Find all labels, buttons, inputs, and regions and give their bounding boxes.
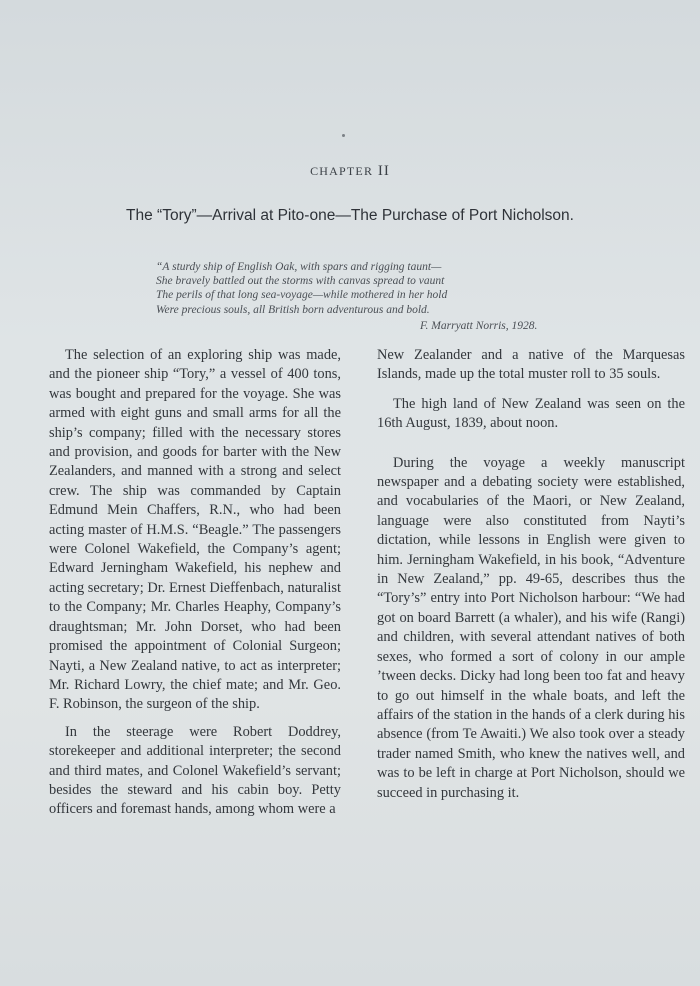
verse-line: Were precious souls, all British born adventurous and bold. xyxy=(156,303,430,316)
left-column xyxy=(49,346,341,820)
epigraph-attribution: F. Marryatt Norris, 1928. xyxy=(420,320,538,332)
verse-line: “A sturdy ship of English Oak, with spars and rigging taunt— xyxy=(156,261,442,273)
paragraph: New Zealander and a native of the Marquesas Islands, made up the total muster roll to 35 souls. xyxy=(377,347,685,383)
right-column xyxy=(377,346,685,803)
chapter-word: CHAPTER xyxy=(310,164,374,178)
paragraph: In the steerage were Robert Doddrey, storekeeper and additional interpreter; the second and third mates, and Colonel Wakefield’s servant; besides the steward and his cabin boy. Petty officers and foremast hands, among whom were a xyxy=(49,723,341,818)
paragraph: The high land of New Zealand was seen on the 16th August, 1839, about noon. xyxy=(377,395,685,432)
paper-speck xyxy=(342,134,345,137)
paragraph: During the voyage a weekly manuscript newspaper and a debating society were established, and vocabularies of the Maori, or New Zealand, language were also constituted from Nayti’s dictation, while lessons in English were given to him. Jerningham Wakefield, in his book, “Adventure in New Zealand,” pp. 49-65, describes thus the “Tory’s” entry into Port Nicholson harbour: “We had got on board Barrett (a whaler), and his wife (Rangi) and children, with several attendant natives of both sexes, who formed a sort of colony in our ample ’tween decks. Dicky had long been too fat and heavy to go out himself in the whale boats, and left the affairs of the station in the hands of a clerk during his absence (from Te Awaiti.) We also took over a steady trader named Smith, who knew the natives well, and was to be left in charge at Port Nicholson, should we succeed in purchasing it. xyxy=(377,454,685,801)
epigraph-verse xyxy=(156,260,576,317)
chapter-numeral: II xyxy=(377,163,390,179)
paragraph: The selection of an exploring ship was made, and the pioneer ship “Tory,” a vessel of 400 tons, was bought and prepared for the voyage. She was armed with eight guns and small arms for all the ship’s company; filled with the necessary stores and provision, and goods for barter with the New Zealanders, and manned with a strong and select crew. The ship was commanded by Captain Edmund Mein Chaffers, R.N., who had been acting master of H.M.S. “Beagle.” The passengers were Colonel Wakefield, the Company’s agent; Edward Jerningham Wakefield, his nephew and acting secretary; Dr. Ernest Dieffenbach, naturalist to the Company; Mr. Charles Heaphy, Company’s draughtsman; Mr. John Dorset, who had been promised the appointment of Colonial Surgeon; Nayti, a New Zealand native, to act as interpreter; Mr. Richard Lowry, the chief mate; and Mr. Geo. F. Robinson, the surgeon of the ship. xyxy=(49,347,341,713)
verse-line: The perils of that long sea-voyage—while mothered in her hold xyxy=(156,289,448,302)
chapter-heading xyxy=(0,163,700,180)
chapter-title: The “Tory”—Arrival at Pito-one—The Purchase of Port Nicholson. xyxy=(126,207,574,224)
verse-line: She bravely battled out the storms with canvas spread to vaunt xyxy=(156,275,445,288)
